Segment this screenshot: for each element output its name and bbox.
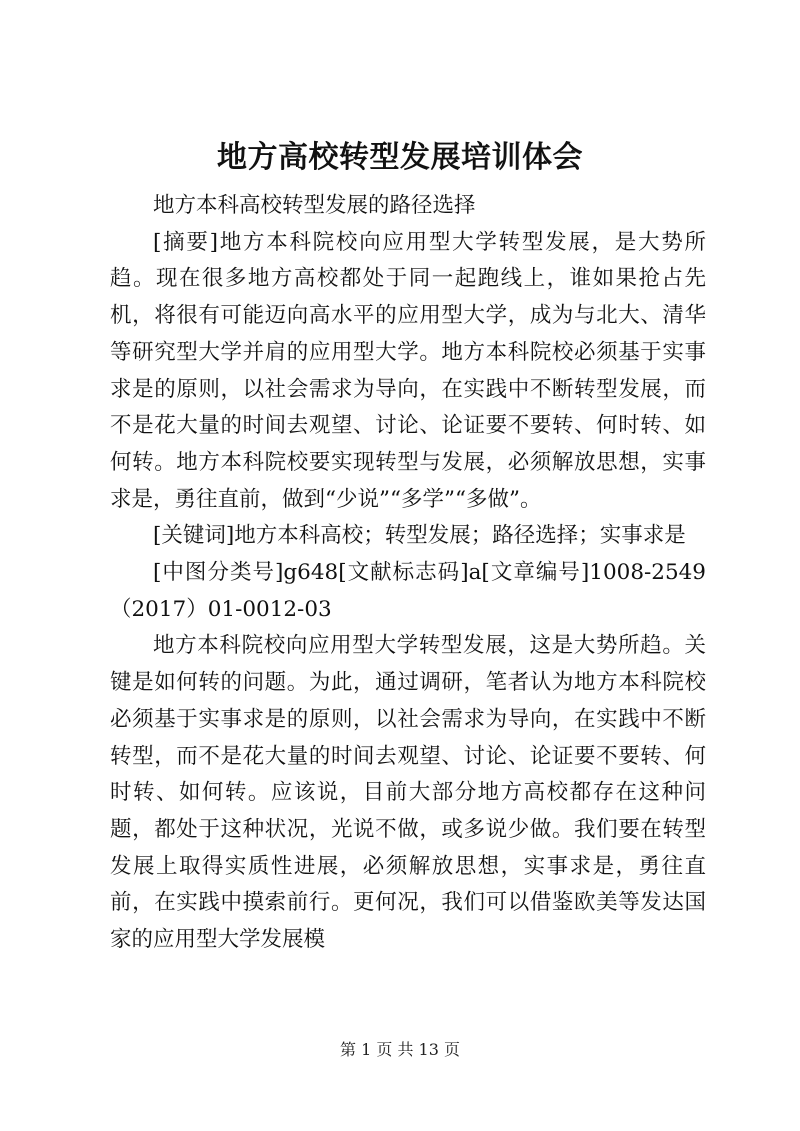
keywords-paragraph: [关键词]地方本科高校；转型发展；路径选择；实事求是 (153, 523, 686, 549)
document-title: 地方高校转型发展培训体会 (217, 140, 583, 175)
document-body (110, 188, 706, 959)
section-heading: 地方本科高校转型发展的路径选择 (153, 193, 476, 218)
classification-paragraph: [中图分类号]g648[文献标志码]a[文章编号]1008-2549（2017）01-0012-03 (110, 560, 706, 622)
page-footer: 第 1 页 共 13 页 (340, 1040, 460, 1059)
body-paragraph: 地方本科院校向应用型大学转型发展，这是大势所趋。关键是如何转的问题。为此，通过调研，笔者认为地方本科院校必须基于实事求是的原则，以社会需求为导向，在实践中不断转型，而不是花大量的时间去观望、讨论、论证要不要转、何时转、如何转。应该说，目前大部分地方高校都存在这种问题，都处于这种状况，光说不做，或多说少做。我们要在转型发展上取得实质性进展，必须解放思想，实事求是，勇往直前，在实践中摸索前行。更何况，我们可以借鉴欧美等发达国家的应用型大学发展模 (110, 633, 706, 953)
abstract-paragraph: [摘要]地方本科院校向应用型大学转型发展，是大势所趋。现在很多地方高校都处于同一起跑线上，谁如果抢占先机，将很有可能迈向高水平的应用型大学，成为与北大、清华等研究型大学并肩的应用型大学。地方本科院校必须基于实事求是的原则，以社会需求为导向，在实践中不断转型发展，而不是花大量的时间去观望、讨论、论证要不要转、何时转、如何转。地方本科院校要实现转型与发展，必须解放思想，实事求是，勇往直前，做到“少说”“多学”“多做”。 (110, 229, 706, 512)
